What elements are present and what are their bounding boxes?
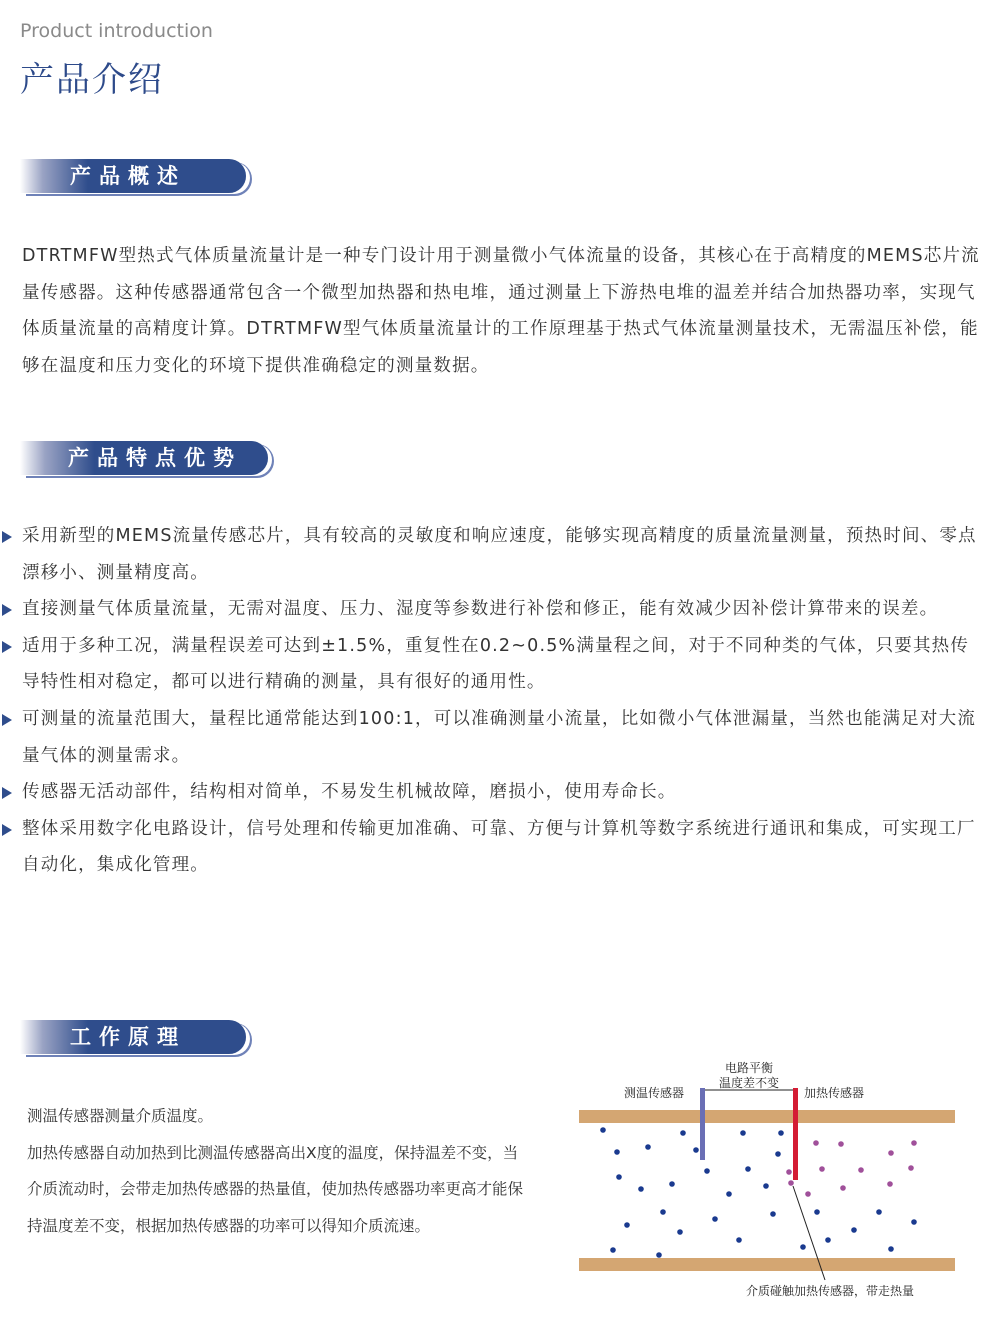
cold-molecule-dot: [745, 1166, 751, 1172]
cold-molecule-dot: [851, 1227, 857, 1233]
item-text: 直接测量气体质量流量，无需对温度、压力、湿度等参数进行补偿和修正，能有效减少因补偿计算带来的误差。: [22, 599, 939, 620]
overview-text: DTRTMFW型热式气体质量流量计是一种专门设计用于测量微小气体流量的设备，其核心在于高精度的MEMS芯片流量传感器。这种传感器通常包含一个微型加热器和热电堆，通过测量上下游热电堆的温差并结合加热器功率，实现气体质量流量的高精度计算。DTRTMFW型气体质量流量计的工作原理基于热式气体流量测量技术，无需温压补偿，能够在温度和压力变化的环境下提供准确稳定的测量数据。: [22, 246, 980, 376]
cold-molecule-dot: [888, 1246, 894, 1252]
label-temp-sensor: 测温传感器: [624, 1086, 685, 1100]
section-title: 产品概述: [70, 164, 186, 188]
heated-molecule-dot: [813, 1140, 819, 1146]
section-title: 工作原理: [70, 1025, 186, 1049]
cold-molecule-dot: [610, 1247, 616, 1253]
cold-molecule-dot: [656, 1252, 662, 1258]
cold-molecule-dot: [876, 1209, 882, 1215]
label-contact: 介质碰触加热传感器，带走热量: [746, 1284, 915, 1298]
cold-molecule-dot: [736, 1237, 742, 1243]
cold-molecule-dot: [677, 1229, 683, 1235]
cold-molecule-dot: [712, 1216, 718, 1222]
cold-molecule-dot: [693, 1147, 699, 1153]
heated-molecule-dot: [858, 1167, 864, 1173]
section-title: 产品特点优势: [68, 446, 242, 470]
heated-molecule-dot: [786, 1169, 792, 1175]
cold-molecule-dot: [763, 1183, 769, 1189]
page-title: 产品介绍: [20, 60, 164, 100]
principle-line: 测温传感器测量介质温度。: [27, 1107, 214, 1125]
cold-molecule-dot: [726, 1191, 732, 1197]
heated-molecule-dot: [838, 1141, 844, 1147]
principle-line: 加热传感器自动加热到比测温传感器高出X度的温度，保持温差不变，当介质流动时，会带走加热传感器的热量值，使加热传感器功率更高才能保持温度差不变，根据加热传感器的功率可以得知介质流速。: [27, 1143, 524, 1236]
heated-molecule-dot: [805, 1191, 811, 1197]
subtitle-en: Product introduction: [20, 20, 213, 42]
cold-molecule-dot: [814, 1209, 820, 1215]
cold-molecule-dot: [800, 1244, 806, 1250]
cold-molecule-dot: [669, 1181, 675, 1187]
cold-molecule-dot: [680, 1130, 686, 1136]
heated-molecule-dot: [819, 1166, 825, 1172]
label-balance: 电路平衡: [724, 1061, 774, 1075]
heated-molecule-dot: [908, 1165, 914, 1171]
item-text: 适用于多种工况，满量程误差可达到±1.5%，重复性在0.2~0.5%满量程之间，对于不同种类的气体，只要其热传导特性相对稳定，都可以进行精确的测量，具有很好的通用性。: [22, 635, 970, 693]
temp-sensor-probe: [700, 1088, 705, 1160]
cold-molecule-dot: [775, 1151, 781, 1157]
heated-molecule-dot: [888, 1150, 894, 1156]
item-text: 采用新型的MEMS流量传感芯片，具有较高的灵敏度和响应速度，能够实现高精度的质量流量测量，预热时间、零点漂移小、测量精度高。: [22, 526, 977, 583]
cold-molecule-dot: [616, 1174, 622, 1180]
cold-molecule-dot: [638, 1186, 644, 1192]
pipe-top-wall: [579, 1110, 955, 1123]
cold-molecule-dot: [911, 1219, 917, 1225]
heated-molecule-dot: [840, 1185, 846, 1191]
cold-molecule-dot: [778, 1130, 784, 1136]
cold-molecule-dot: [624, 1222, 630, 1228]
heated-molecule-dot: [887, 1181, 893, 1187]
pipe-bottom-wall: [579, 1258, 955, 1271]
cold-molecule-dot: [600, 1127, 606, 1133]
heated-molecule-dot: [911, 1140, 917, 1146]
gas-molecules: [600, 1127, 917, 1258]
label-balance-2: 温度差不变: [718, 1076, 780, 1090]
heat-sensor-probe: [793, 1088, 798, 1180]
cold-molecule-dot: [645, 1144, 651, 1150]
cold-molecule-dot: [660, 1209, 666, 1215]
label-heat-sensor: 加热传感器: [804, 1086, 865, 1100]
item-text: 传感器无活动部件，结构相对简单，不易发生机械故障，磨损小，使用寿命长。: [22, 782, 677, 803]
item-text: 可测量的流量范围大，量程比通常能达到100:1，可以准确测量小流量，比如微小气体泄漏量，当然也能满足对大流量气体的测量需求。: [22, 708, 977, 766]
item-text: 整体采用数字化电路设计，信号处理和传输更加准确、可靠、方便与计算机等数字系统进行通讯和集成，可实现工厂自动化，集成化管理。: [22, 818, 976, 876]
heated-molecule-dot: [788, 1180, 794, 1186]
cold-molecule-dot: [704, 1168, 710, 1174]
cold-molecule-dot: [740, 1130, 746, 1136]
cold-molecule-dot: [614, 1149, 620, 1155]
cold-molecule-dot: [825, 1237, 831, 1243]
cold-molecule-dot: [770, 1211, 776, 1217]
